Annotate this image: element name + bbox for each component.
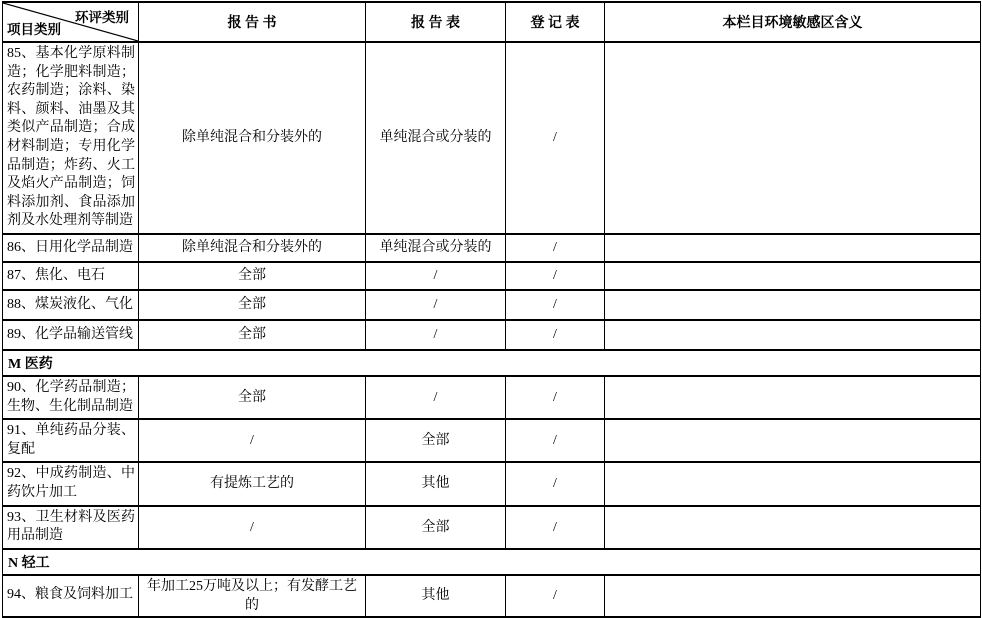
cell-report-form: 单纯混合或分装的	[366, 234, 506, 262]
cell-registration-form: /	[506, 234, 605, 262]
cell-sensitive-area	[605, 575, 981, 617]
cell-sensitive-area	[605, 290, 981, 320]
cell-project-category: 92、中成药制造、中药饮片加工	[3, 462, 139, 505]
cell-report-book: 有提炼工艺的	[139, 462, 366, 505]
cell-sensitive-area	[605, 462, 981, 505]
cell-report-book: 全部	[139, 290, 366, 320]
table-row	[3, 419, 981, 462]
header-row	[3, 2, 981, 42]
header-col-report-book: 报 告 书	[139, 2, 366, 42]
cell-report-book: /	[139, 506, 366, 549]
table-row	[3, 320, 981, 350]
table-row	[3, 462, 981, 505]
cell-registration-form: /	[506, 419, 605, 462]
header-label-project-category: 项目类别	[7, 22, 61, 37]
cell-project-category: 88、煤炭液化、气化	[3, 290, 139, 320]
cell-sensitive-area	[605, 262, 981, 290]
section-row	[3, 350, 981, 376]
table-row	[3, 575, 981, 617]
section-label: N 轻工	[3, 549, 981, 575]
header-diagonal-cell	[3, 2, 139, 42]
section-label: M 医药	[3, 350, 981, 376]
cell-report-form: /	[366, 262, 506, 290]
cell-sensitive-area	[605, 376, 981, 419]
table-body	[3, 42, 981, 617]
cell-report-form: 全部	[366, 506, 506, 549]
header-label-eia-category: 环评类别	[75, 10, 129, 25]
cell-sensitive-area	[605, 320, 981, 350]
cell-registration-form: /	[506, 42, 605, 234]
cell-project-category: 87、焦化、电石	[3, 262, 139, 290]
cell-report-form: /	[366, 320, 506, 350]
cell-sensitive-area	[605, 506, 981, 549]
header-col-report-form: 报 告 表	[366, 2, 506, 42]
header-col-registration-form: 登 记 表	[506, 2, 605, 42]
section-row	[3, 549, 981, 575]
cell-report-form: 单纯混合或分装的	[366, 42, 506, 234]
cell-project-category: 91、单纯药品分装、复配	[3, 419, 139, 462]
cell-report-book: 年加工25万吨及以上；有发酵工艺的	[139, 575, 366, 617]
cell-registration-form: /	[506, 575, 605, 617]
cell-report-form: /	[366, 376, 506, 419]
header-col-sensitive-area-meaning: 本栏目环境敏感区含义	[605, 2, 981, 42]
cell-project-category: 86、日用化学品制造	[3, 234, 139, 262]
cell-report-form: 其他	[366, 575, 506, 617]
cell-registration-form: /	[506, 462, 605, 505]
cell-report-book: /	[139, 419, 366, 462]
cell-report-form: /	[366, 290, 506, 320]
eia-classification-table	[2, 1, 981, 618]
cell-registration-form: /	[506, 320, 605, 350]
cell-registration-form: /	[506, 506, 605, 549]
cell-project-category: 85、基本化学原料制造；化学肥料制造；农药制造；涂料、染料、颜料、油墨及其类似产品制造；合成材料制造；专用化学品制造；炸药、火工及焰火产品制造；饲料添加剂、食品添加剂及水处理剂等制造	[3, 42, 139, 234]
cell-report-book: 全部	[139, 376, 366, 419]
cell-report-book: 除单纯混合和分装外的	[139, 234, 366, 262]
cell-registration-form: /	[506, 290, 605, 320]
table-row	[3, 376, 981, 419]
cell-project-category: 93、卫生材料及医药用品制造	[3, 506, 139, 549]
cell-report-form: 其他	[366, 462, 506, 505]
cell-sensitive-area	[605, 42, 981, 234]
cell-report-book: 全部	[139, 320, 366, 350]
cell-project-category: 90、化学药品制造；生物、生化制品制造	[3, 376, 139, 419]
cell-project-category: 94、粮食及饲料加工	[3, 575, 139, 617]
cell-report-book: 除单纯混合和分装外的	[139, 42, 366, 234]
table-row	[3, 506, 981, 549]
cell-report-book: 全部	[139, 262, 366, 290]
cell-report-form: 全部	[366, 419, 506, 462]
cell-registration-form: /	[506, 262, 605, 290]
cell-sensitive-area	[605, 419, 981, 462]
table-row	[3, 42, 981, 234]
table-row	[3, 290, 981, 320]
table-row	[3, 234, 981, 262]
cell-project-category: 89、化学品输送管线	[3, 320, 139, 350]
table-row	[3, 262, 981, 290]
cell-sensitive-area	[605, 234, 981, 262]
cell-registration-form: /	[506, 376, 605, 419]
